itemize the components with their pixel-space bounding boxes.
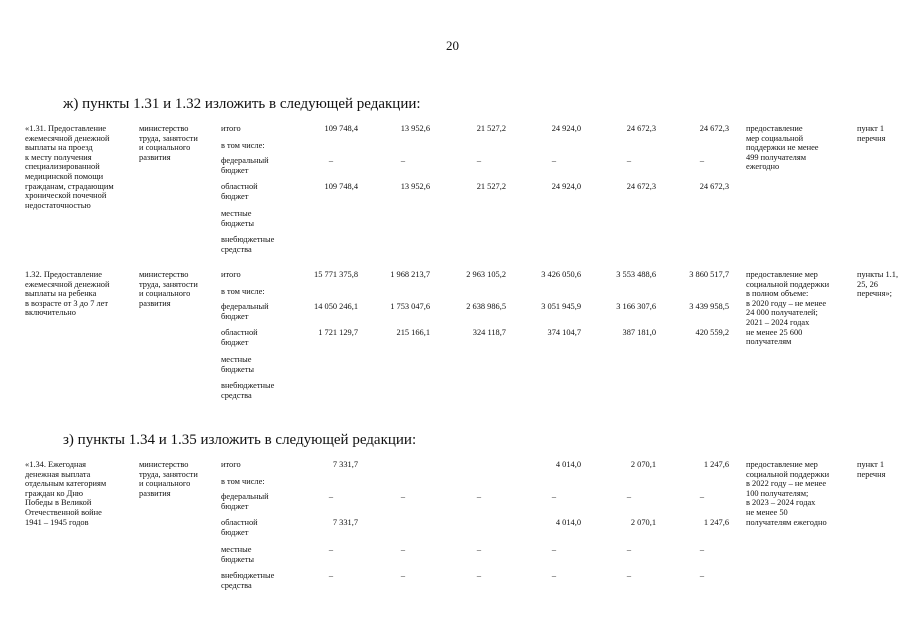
empty-cell-dash: – [328,545,333,554]
empty-cell-dash: – [626,571,631,580]
budget-value: 109 748,4 [324,124,358,133]
empty-cell-dash: – [400,156,405,165]
budget-value: 13 952,6 [400,182,430,191]
budget-value: 2 070,1 [630,518,656,527]
target-indicator: предоставление мер социальной поддержки в полном объеме: в 2020 году – не менее 24 000 получателей; 2021 – 2024 годах не менее 25 600 получателям [746,270,830,347]
funding-source: местные бюджеты [221,209,255,228]
list-reference: пункты 1.1, 25, 26 перечня»; [857,270,899,299]
budget-value: 324 118,7 [472,328,506,337]
empty-cell-dash: – [476,545,481,554]
empty-cell-dash: – [699,545,704,554]
budget-value: 2 963 105,2 [466,270,506,279]
budget-value: 420 559,2 [695,328,729,337]
funding-source: внебюджетные средства [221,381,275,400]
target-indicator: предоставление мер социальной поддержки не менее 499 получателям ежегодно [746,124,819,172]
funding-source: местные бюджеты [221,545,255,564]
empty-cell-dash: – [551,156,556,165]
measure-name: 1.32. Предоставление ежемесячной денежной выплаты на ребенка в возрасте от 3 до 7 лет включительно [25,270,110,318]
target-indicator: предоставление мер социальной поддержки в 2022 году – не менее 100 получателям; в 2023 – 2024 годах не менее 50 получателям ежегодно [746,460,830,527]
empty-cell-dash: – [400,571,405,580]
budget-value: 3 860 517,7 [689,270,729,279]
funding-source: областной бюджет [221,518,258,537]
funding-source: итого [221,124,241,133]
budget-value: 215 166,1 [396,328,430,337]
budget-value: 109 748,4 [324,182,358,191]
funding-source: итого [221,460,241,469]
budget-value: 1 247,6 [703,518,729,527]
empty-cell-dash: – [626,156,631,165]
funding-source: федеральный бюджет [221,492,269,511]
measure-name: «1.34. Ежегодная денежная выплата отдельным категориям граждан ко Дню Победы в Великой Отечественной войне 1941 – 1945 годов [25,460,107,527]
section-heading: з) пункты 1.34 и 1.35 изложить в следующей редакции: [63,432,417,448]
budget-value: 24 672,3 [699,124,729,133]
funding-source: федеральный бюджет [221,156,269,175]
budget-value: 7 331,7 [332,460,358,469]
budget-value: 15 771 375,8 [314,270,358,279]
funding-source: в том числе: [221,141,265,150]
budget-value: 3 439 958,5 [689,302,729,311]
budget-value: 7 331,7 [332,518,358,527]
executor-name: министерство труда, занятости и социального развития [139,460,198,498]
budget-value: 3 426 050,6 [541,270,581,279]
empty-cell-dash: – [699,492,704,501]
empty-cell-dash: – [476,492,481,501]
budget-value: 387 181,0 [622,328,656,337]
budget-value: 3 166 307,6 [616,302,656,311]
funding-source: областной бюджет [221,328,258,347]
funding-source: федеральный бюджет [221,302,269,321]
budget-value: 14 050 246,1 [314,302,358,311]
empty-cell-dash: – [328,571,333,580]
funding-source: итого [221,270,241,279]
empty-cell-dash: – [551,571,556,580]
empty-cell-dash: – [699,571,704,580]
funding-source: внебюджетные средства [221,571,275,590]
empty-cell-dash: – [400,492,405,501]
budget-value: 21 527,2 [476,124,506,133]
budget-value: 24 672,3 [699,182,729,191]
list-reference: пункт 1 перечня [857,124,886,143]
empty-cell-dash: – [476,571,481,580]
budget-value: 374 104,7 [547,328,581,337]
empty-cell-dash: – [400,545,405,554]
budget-value: 24 672,3 [626,182,656,191]
empty-cell-dash: – [699,156,704,165]
empty-cell-dash: – [626,545,631,554]
budget-value: 1 968 213,7 [390,270,430,279]
funding-source: в том числе: [221,287,265,296]
budget-value: 24 924,0 [551,124,581,133]
budget-value: 3 553 488,6 [616,270,656,279]
budget-value: 13 952,6 [400,124,430,133]
budget-value: 1 753 047,6 [390,302,430,311]
executor-name: министерство труда, занятости и социального развития [139,124,198,162]
empty-cell-dash: – [328,156,333,165]
measure-name: «1.31. Предоставление ежемесячной денежной выплаты на проезд к месту получения специализированной медицинской помощи гражданам, страдающим хронической почечной недостаточностью [25,124,114,210]
budget-value: 1 721 129,7 [318,328,358,337]
budget-value: 24 924,0 [551,182,581,191]
empty-cell-dash: – [626,492,631,501]
page-number: 20 [446,38,459,53]
funding-source: местные бюджеты [221,355,255,374]
empty-cell-dash: – [551,545,556,554]
budget-value: 3 051 945,9 [541,302,581,311]
section-heading: ж) пункты 1.31 и 1.32 изложить в следующей редакции: [63,96,421,112]
budget-value: 4 014,0 [555,518,581,527]
funding-source: внебюджетные средства [221,235,275,254]
empty-cell-dash: – [551,492,556,501]
budget-value: 1 247,6 [703,460,729,469]
empty-cell-dash: – [476,156,481,165]
budget-value: 2 638 986,5 [466,302,506,311]
executor-name: министерство труда, занятости и социального развития [139,270,198,308]
list-reference: пункт 1 перечня [857,460,886,479]
budget-value: 2 070,1 [630,460,656,469]
empty-cell-dash: – [328,492,333,501]
funding-source: в том числе: [221,477,265,486]
budget-value: 21 527,2 [476,182,506,191]
budget-value: 24 672,3 [626,124,656,133]
funding-source: областной бюджет [221,182,258,201]
budget-value: 4 014,0 [555,460,581,469]
